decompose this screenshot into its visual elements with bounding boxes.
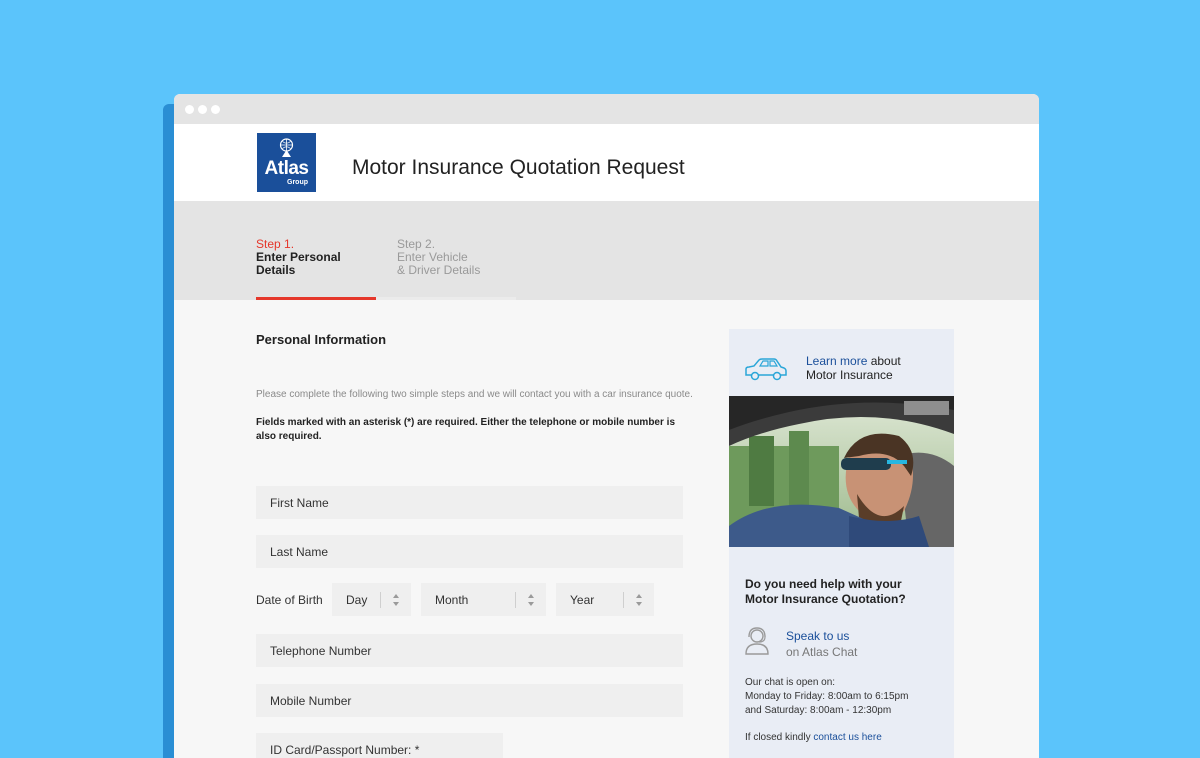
updown-arrows-icon (391, 591, 401, 609)
telephone-placeholder: Telephone Number (270, 643, 372, 658)
page-header (174, 124, 1039, 201)
closed-text: If closed kindly (745, 732, 814, 743)
dob-month-select[interactable] (421, 583, 546, 616)
section-title: Personal Information (256, 332, 387, 347)
mobile-field[interactable] (256, 684, 683, 717)
id-card-field[interactable] (256, 733, 503, 758)
window-dot-maximize[interactable] (211, 105, 220, 114)
step-2-tab[interactable] (397, 238, 480, 277)
updown-arrows-icon (634, 591, 644, 609)
step-1-label-line1: Enter Personal (256, 250, 341, 264)
window-dot-minimize[interactable] (198, 105, 207, 114)
first-name-placeholder: First Name (270, 495, 329, 510)
help-title (745, 577, 945, 607)
atlas-logo[interactable] (257, 133, 316, 192)
step-2-label-line2: & Driver Details (397, 263, 481, 277)
first-name-field[interactable] (256, 486, 683, 519)
step-1-number: Step 1. (256, 237, 295, 251)
required-note: Fields marked with an asterisk (*) are required. Either the telephone or mobile number is also required. (256, 417, 675, 442)
speak-to-us-link[interactable]: Speak to us (786, 629, 850, 643)
chat-hours (745, 676, 908, 718)
contact-us-link[interactable]: contact us here (813, 732, 882, 743)
select-divider (380, 592, 381, 608)
steps-bar (174, 201, 1039, 300)
select-divider (623, 592, 624, 608)
window-dot-close[interactable] (185, 105, 194, 114)
learn-more-rest: about (867, 354, 901, 368)
step-1-tab[interactable] (256, 238, 341, 277)
id-card-placeholder: ID Card/Passport Number: * (270, 742, 420, 757)
driver-photo (729, 396, 954, 547)
mobile-placeholder: Mobile Number (270, 693, 352, 708)
help-title-line1: Do you need help with your (745, 577, 902, 591)
help-sidebar (729, 329, 954, 758)
atlas-emblem-icon (277, 137, 296, 159)
closed-note (745, 732, 882, 743)
speak-block (786, 628, 857, 660)
learn-more-line2: Motor Insurance (806, 368, 893, 382)
window-titlebar (174, 94, 1039, 124)
help-title-line2: Motor Insurance Quotation? (745, 592, 906, 606)
hours-line3: and Saturday: 8:00am - 12:30pm (745, 705, 892, 716)
step-1-label-line2: Details (256, 263, 296, 277)
select-divider (515, 592, 516, 608)
dob-day-value: Day (346, 592, 368, 607)
learn-more-text (806, 354, 901, 382)
page-title: Motor Insurance Quotation Request (352, 156, 685, 179)
learn-more-block[interactable] (729, 329, 954, 396)
learn-more-link[interactable]: Learn more (806, 354, 868, 368)
speak-subtitle: on Atlas Chat (786, 645, 858, 659)
form-intro: Please complete the following two simple steps and we will contact you with a car insurance quote. (256, 389, 693, 400)
browser-window (174, 94, 1039, 758)
dob-year-value: Year (570, 592, 595, 607)
logo-word: Atlas (264, 158, 309, 179)
support-agent-icon (743, 626, 771, 656)
dob-year-select[interactable] (556, 583, 654, 616)
last-name-field[interactable] (256, 535, 683, 568)
logo-sub: Group (287, 179, 308, 186)
dob-label: Date of Birth (256, 593, 323, 607)
step-2-number: Step 2. (397, 237, 436, 251)
hours-line2: Monday to Friday: 8:00am to 6:15pm (745, 691, 909, 702)
updown-arrows-icon (526, 591, 536, 609)
dob-month-value: Month (435, 592, 469, 607)
form-content (174, 300, 1039, 758)
car-icon (743, 356, 789, 382)
telephone-field[interactable] (256, 634, 683, 667)
hours-line1: Our chat is open on: (745, 677, 836, 688)
last-name-placeholder: Last Name (270, 544, 329, 559)
step-2-label-line1: Enter Vehicle (397, 250, 468, 264)
driver-photo-illustration (729, 396, 954, 547)
dob-day-select[interactable] (332, 583, 411, 616)
